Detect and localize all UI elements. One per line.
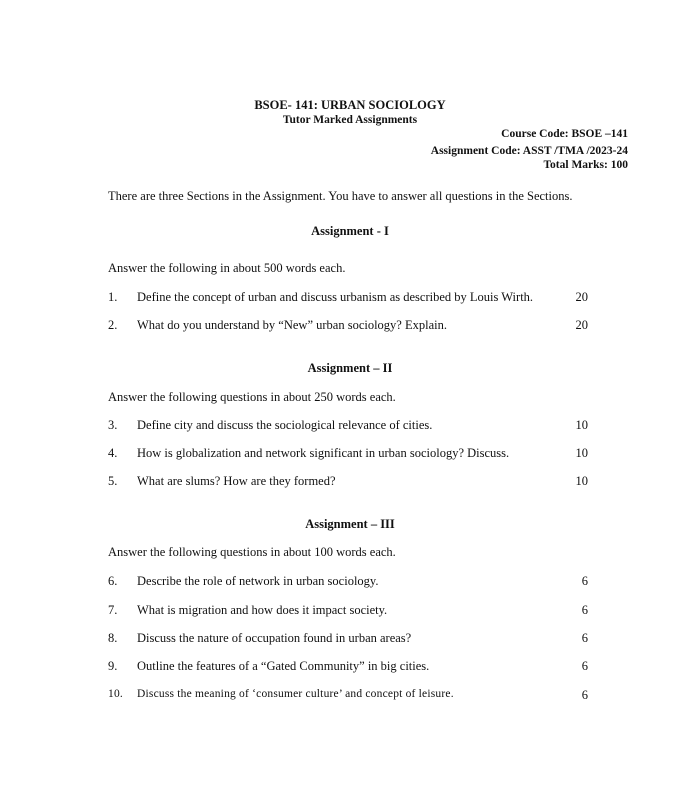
intro-paragraph: There are three Sections in the Assignment. You have to answer all questions in the Sections. (108, 189, 573, 203)
total-marks: Total Marks: 100 (543, 159, 628, 171)
section-heading-1: Assignment - I (311, 224, 389, 238)
section-heading-2: Assignment – II (307, 361, 393, 375)
question-row (108, 318, 588, 336)
question-row (108, 688, 588, 706)
course-code: Course Code: BSOE –141 (501, 128, 628, 140)
question-row (108, 418, 588, 436)
question-row (108, 290, 588, 308)
question-text: What is migration and how does it impact society. (137, 603, 388, 617)
section-instruction-2: Answer the following questions in about 250 words each. (108, 390, 396, 404)
question-marks: 6 (581, 631, 588, 645)
question-text: Describe the role of network in urban sociology. (137, 574, 379, 588)
question-number: 9. (108, 659, 118, 673)
section-instruction-3: Answer the following questions in about 100 words each. (108, 545, 396, 559)
question-marks: 6 (581, 688, 588, 702)
question-text: Discuss the nature of occupation found in urban areas? (137, 631, 412, 645)
section-heading-3: Assignment – III (305, 517, 395, 531)
question-marks: 10 (575, 418, 588, 432)
question-number: 2. (108, 318, 118, 332)
question-text: Outline the features of a “Gated Community” in big cities. (137, 659, 430, 673)
question-number: 3. (108, 418, 118, 432)
section-instruction-1: Answer the following in about 500 words each. (108, 261, 346, 275)
question-marks: 20 (575, 290, 588, 304)
question-number: 7. (108, 603, 118, 617)
question-row (108, 659, 588, 677)
question-marks: 6 (581, 574, 588, 588)
question-number: 10. (108, 688, 123, 700)
assignment-code: Assignment Code: ASST /TMA /2023-24 (430, 145, 628, 157)
question-marks: 20 (575, 318, 588, 332)
question-number: 1. (108, 290, 118, 304)
document-title: BSOE- 141: URBAN SOCIOLOGY (254, 98, 446, 112)
question-row (108, 603, 588, 621)
question-row (108, 574, 588, 592)
question-text: Define city and discuss the sociological relevance of cities. (137, 418, 433, 432)
question-number: 6. (108, 574, 118, 588)
question-number: 4. (108, 446, 118, 460)
question-text: Discuss the meaning of ‘consumer culture’ and concept of leisure. (137, 688, 454, 700)
document-subtitle: Tutor Marked Assignments (282, 114, 418, 126)
question-number: 5. (108, 474, 118, 488)
question-text: What are slums? How are they formed? (137, 474, 336, 488)
question-marks: 6 (581, 603, 588, 617)
question-number: 8. (108, 631, 118, 645)
question-text: Define the concept of urban and discuss urbanism as described by Louis Wirth. (137, 290, 534, 304)
question-row (108, 446, 588, 464)
question-marks: 10 (575, 474, 588, 488)
question-text: How is globalization and network significant in urban sociology? Discuss. (137, 446, 510, 460)
question-marks: 10 (575, 446, 588, 460)
question-marks: 6 (581, 659, 588, 673)
question-row (108, 474, 588, 492)
question-row (108, 631, 588, 649)
question-text: What do you understand by “New” urban sociology? Explain. (137, 318, 447, 332)
